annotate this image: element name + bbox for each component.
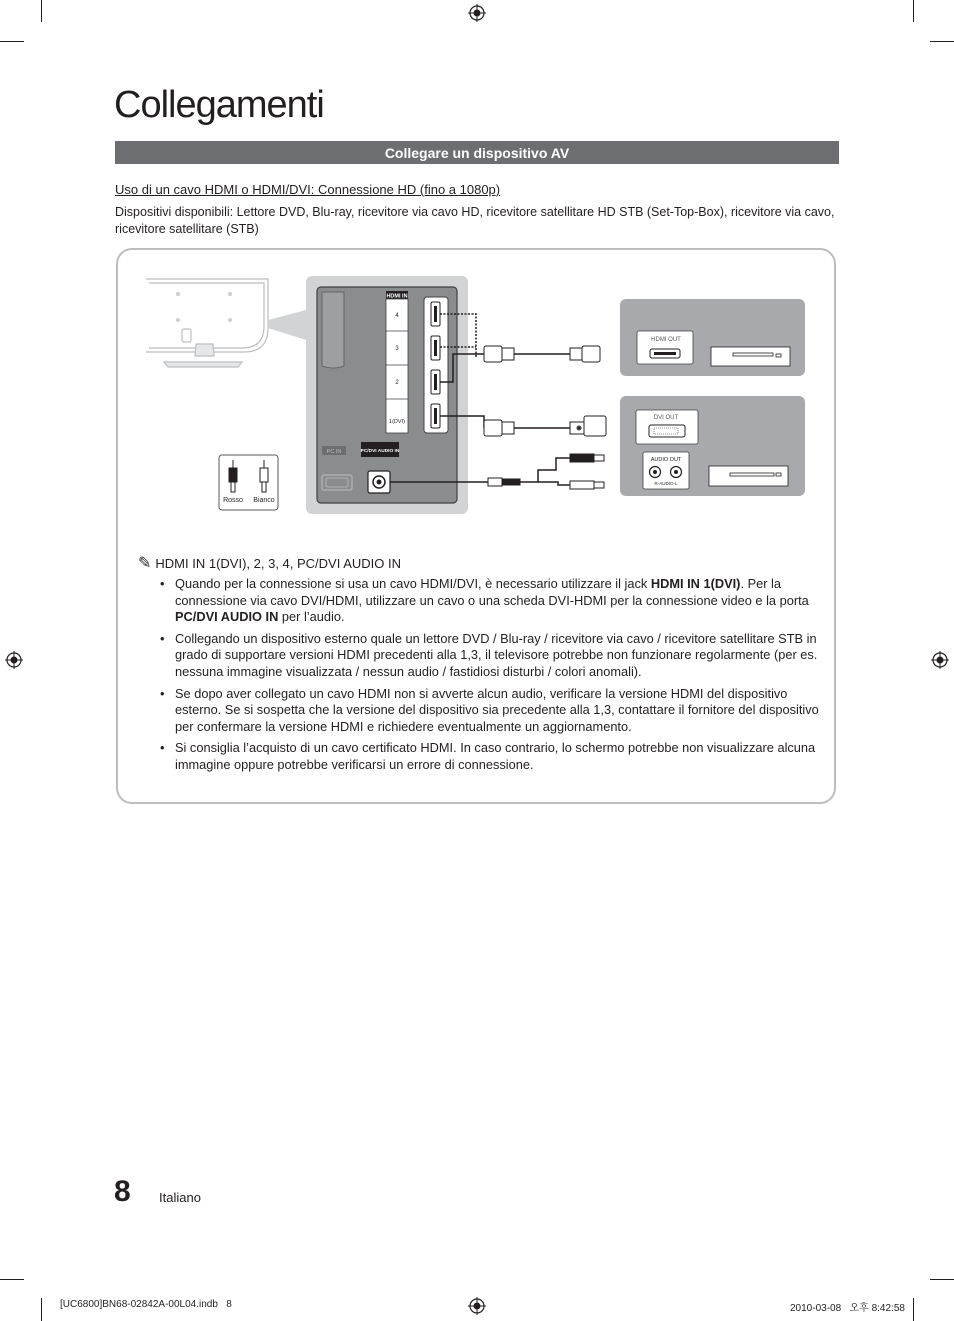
crop-mark xyxy=(913,0,914,22)
crop-mark xyxy=(930,41,954,42)
page-title: Collegamenti xyxy=(114,84,324,126)
available-devices-text: Dispositivi disponibili: Lettore DVD, Blu-ray, ricevitore via cavo HD, ricevitore satellitare HD STB (Set-Top-Box), ricevitore via cavo, ricevitore satellitare (STB) xyxy=(115,205,835,236)
bullet-text: . Per la connessione via cavo DVI/HDMI, utilizzare un cavo o una scheda DVI-HDMI per la connessione video e la porta xyxy=(175,576,809,608)
registration-mark-icon xyxy=(931,651,949,669)
zoom-wedge xyxy=(268,310,306,340)
crop-mark xyxy=(0,1279,24,1280)
connection-diagram xyxy=(118,270,818,520)
hdmi-out-label: HDMI OUT xyxy=(651,337,681,343)
crop-mark xyxy=(0,41,24,42)
crop-mark xyxy=(913,1298,914,1321)
dvd-player-illustration xyxy=(711,347,790,366)
hdmi-port-3-label: 3 xyxy=(395,346,399,352)
bullet-text: per l’audio. xyxy=(278,609,345,625)
bullet-bold-text: HDMI IN 1(DVI) xyxy=(650,576,741,591)
dvi-out-label: DVI OUT xyxy=(653,415,679,421)
registration-mark-icon xyxy=(468,1297,486,1315)
audio-stereo-plug xyxy=(488,478,520,486)
hdmi-port-2-label: 2 xyxy=(395,380,399,386)
hdmi-in-label: HDMI IN xyxy=(386,293,408,300)
note-bullet: • Se dopo aver collegato un cavo HDMI non si avverte alcun audio, verificare la versione HDMI del dispositivo esterno. Se si sospetta che la versione del dispositivo sia precedente alla 1,3, contattare il fornitore del dispositivo per confermare la versione HDMI e richiedere eventualmente un aggiornamento. xyxy=(160,686,822,736)
registration-mark-icon xyxy=(5,651,23,669)
note-heading xyxy=(138,553,401,573)
bullet-text: Quando per la connessione si usa un cavo HDMI/DVI, è necessario utilizzare il jack xyxy=(175,576,651,591)
hdmi-port-4-label: 4 xyxy=(395,313,399,319)
note-bullet: • Collegando un dispositivo esterno quale un lettore DVD / Blu-ray / ricevitore via cavo / ricevitore satellitare STB in grado di supportare versioni HDMI precedenti alla 1,3, il televisore potrebbe non funzionare regolarmente (per es. nessuna immagine visualizzata / nessun audio / fastidiosi disturbi / colori anomali). xyxy=(160,631,822,681)
subheading: Uso di un cavo HDMI o HDMI/DVI: Connessione HD (fino a 1080p) xyxy=(115,182,501,197)
audio-channels-label: R-AUDIO-L xyxy=(654,481,678,486)
bullet-bold-text: PC/DVI AUDIO IN xyxy=(175,609,279,625)
registration-mark-icon xyxy=(468,4,486,22)
crop-mark xyxy=(41,0,42,22)
note-bullet xyxy=(160,576,822,626)
footer-file-name: [UC6800]BN68-02842A-00L04.indb 8 xyxy=(60,1299,232,1310)
section-header: Collegare un dispositivo AV xyxy=(115,141,839,164)
hdmi-out-port xyxy=(637,331,693,364)
language-label: Italiano xyxy=(159,1190,201,1205)
audio-out-label: AUDIO OUT xyxy=(650,457,682,463)
crop-mark xyxy=(41,1298,42,1321)
crop-mark xyxy=(930,1279,954,1280)
hdmi-port-1-dvi-label: 1(DVI) xyxy=(389,419,405,425)
audio-rca-plugs xyxy=(570,454,604,489)
set-top-box-illustration xyxy=(709,466,788,486)
tv-rear-illustration xyxy=(146,279,268,367)
note-heading-text: HDMI IN 1(DVI), 2, 3, 4, PC/DVI AUDIO IN xyxy=(155,556,402,571)
pc-in-label: PC IN xyxy=(326,449,342,455)
hdmi-port-label-column xyxy=(386,299,408,433)
legend-red-label: Rosso xyxy=(223,497,243,504)
hdmi-dvi-cable-plug xyxy=(484,416,606,436)
note-bullet: • Si consiglia l’acquisto di un cavo certificato HDMI. In caso contrario, lo schermo potrebbe non visualizzare alcuna immagine oppure potrebbe verificarsi un errore di connessione. xyxy=(160,740,822,773)
note-bullet-list xyxy=(160,576,822,779)
page-number: 8 xyxy=(114,1175,131,1208)
pc-dvi-audio-in-label: PC/DVI AUDIO IN xyxy=(360,449,400,454)
footer-timestamp: 2010-03-08 오후 8:42:58 xyxy=(790,1303,905,1314)
pencil-note-icon: ✎ xyxy=(138,555,152,572)
legend-white-label: Bianco xyxy=(253,497,275,504)
